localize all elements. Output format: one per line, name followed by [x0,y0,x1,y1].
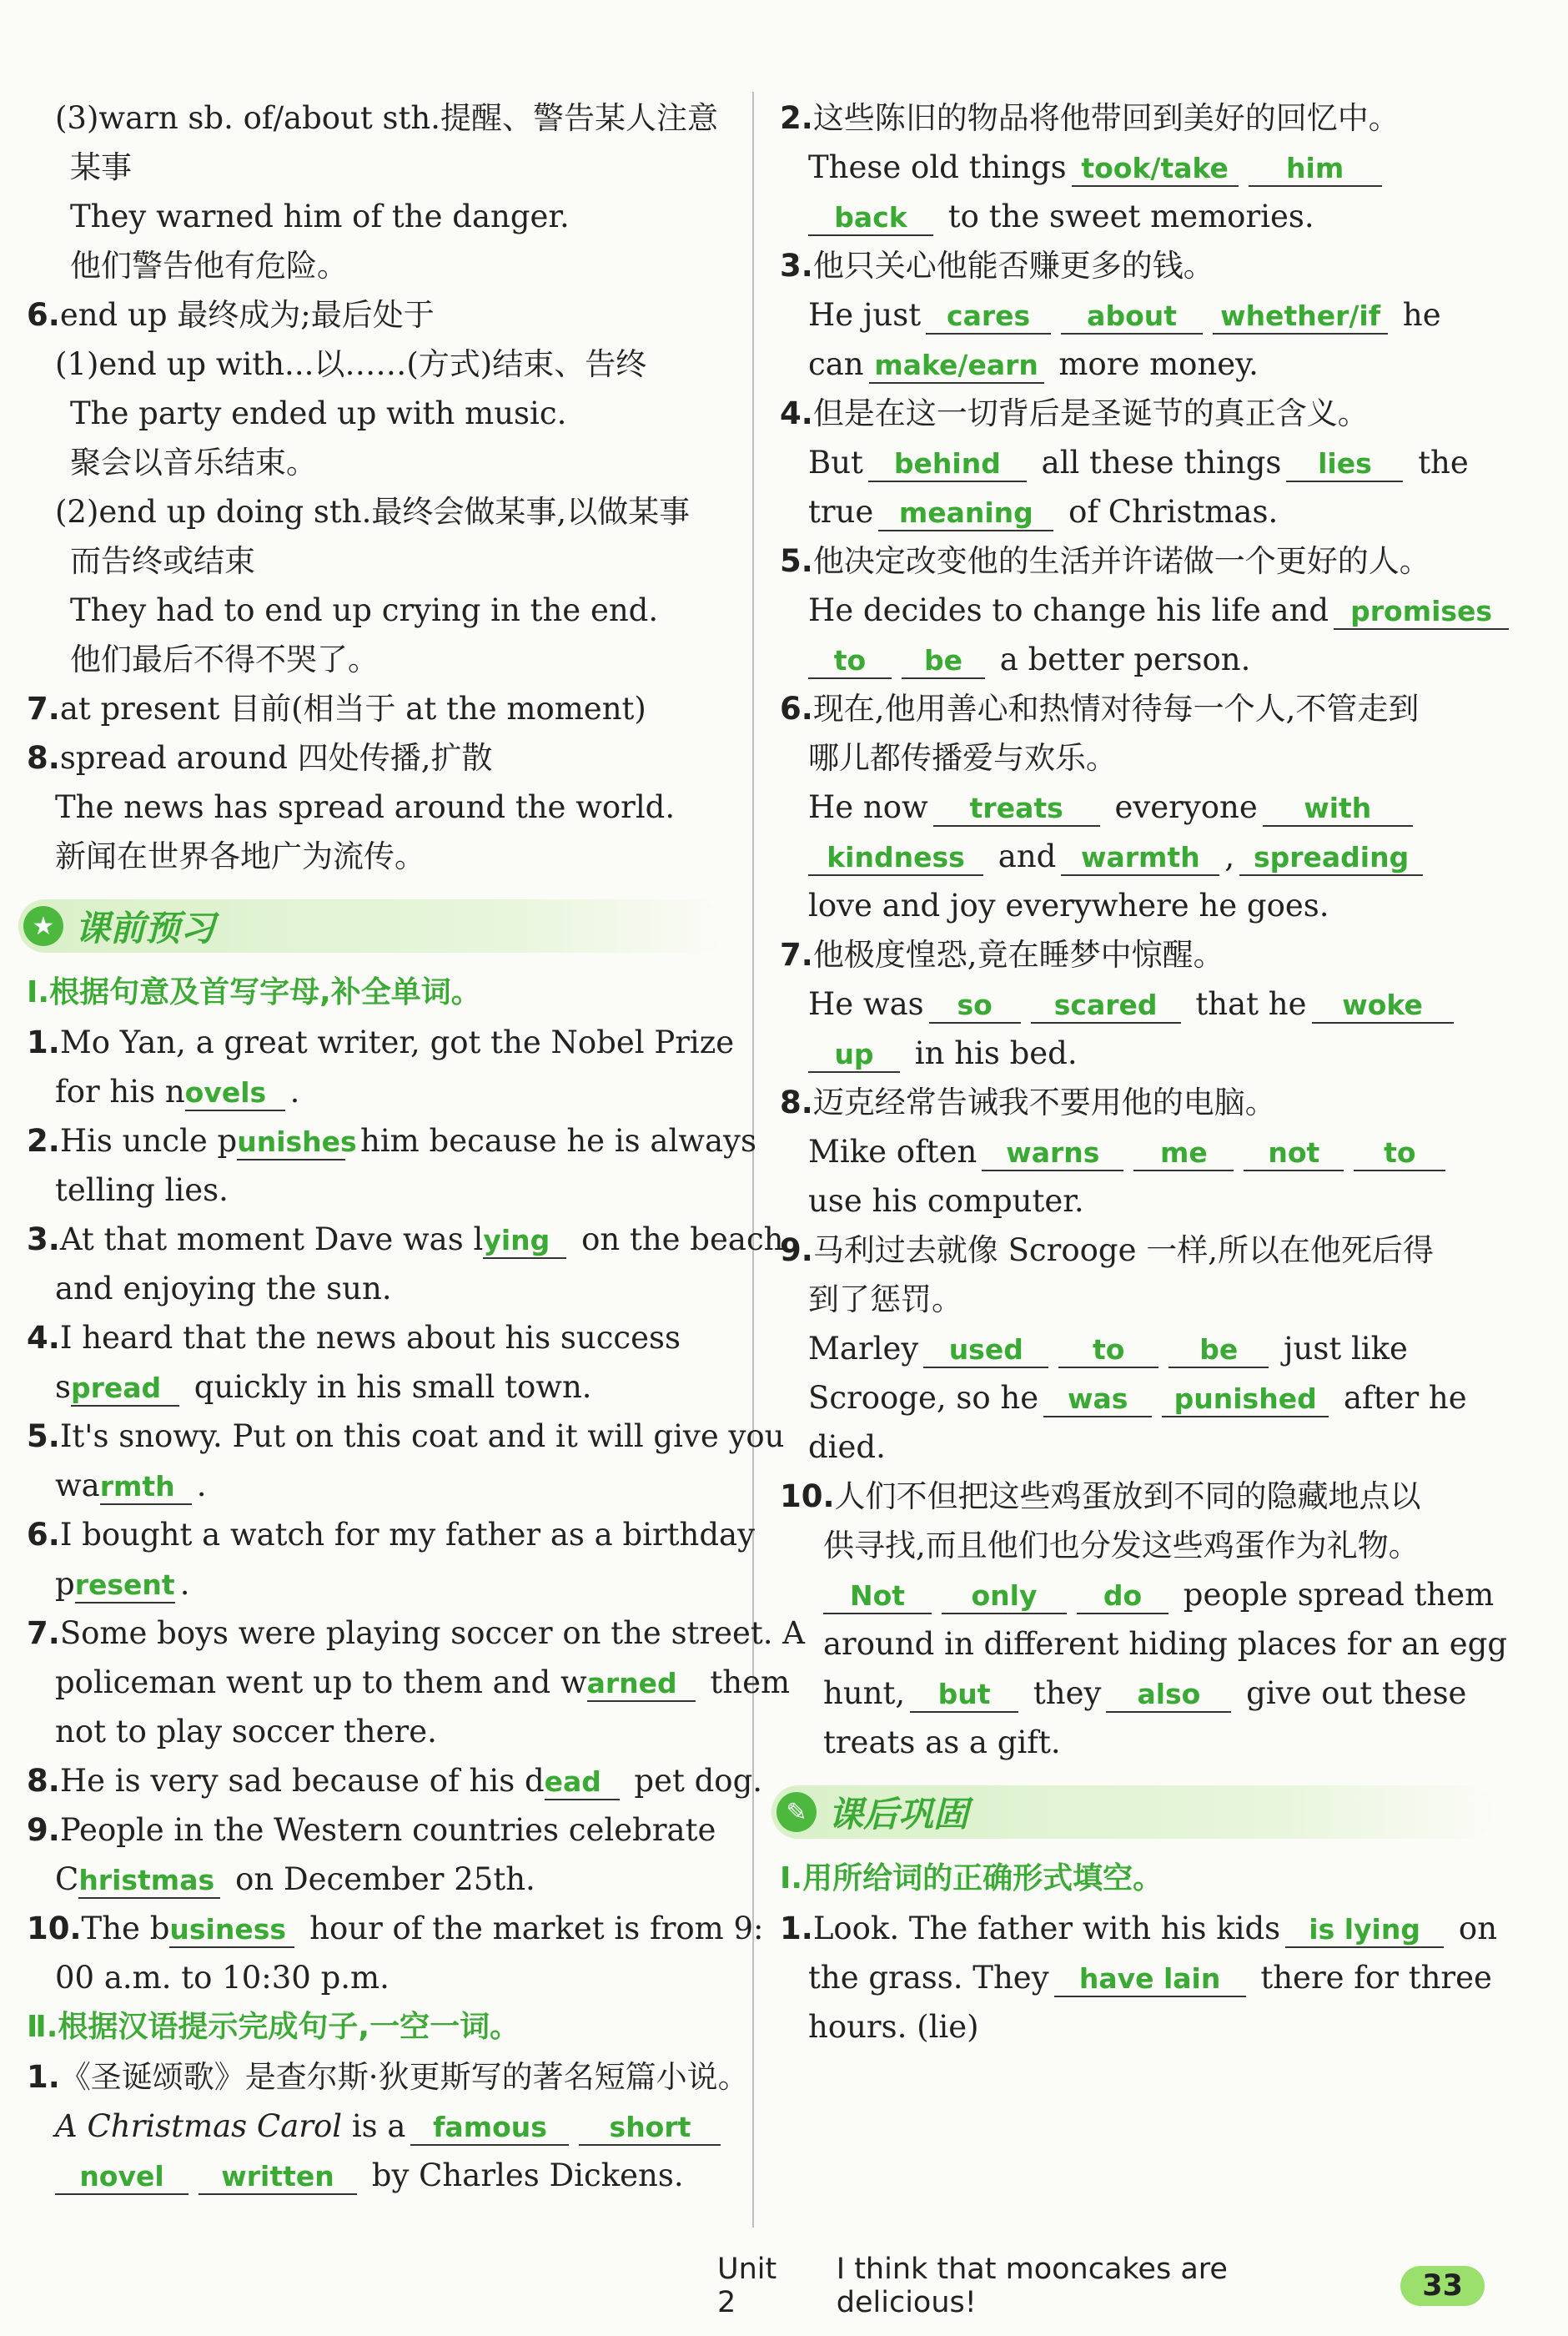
section-header-preview: ★ 课前预习 [18,899,723,953]
answer-blank[interactable]: make/earn [869,349,1044,384]
answer-blank[interactable]: was [1043,1382,1152,1417]
warn-3-example-en: They warned him of the danger. [70,199,570,234]
q8-en-2: use his computer. [808,1183,1084,1219]
q3-en: He just cares about whether/if he [808,297,1441,333]
part1-title: Ⅰ.根据句意及首写字母,补全单词。 [27,975,481,1009]
q2-cn: 2.这些陈旧的物品将他带回到美好的回忆中。 [780,100,1400,136]
c1-en-3: hours. (lie) [808,2009,979,2045]
q10-en: Not only do people spread them [780,1570,1493,1619]
answer-blank[interactable]: with [1263,792,1413,827]
answer-blank[interactable]: usiness [169,1913,294,1948]
q3-cn: 3.他只关心他能否赚更多的钱。 [780,248,1214,284]
spread-around: 8.spread around 四处传播,扩散 [27,740,493,776]
footer-unit: Unit 2 [717,2253,777,2319]
answer-blank[interactable]: be [1168,1333,1269,1368]
answer-blank[interactable]: unishes [237,1125,345,1160]
spread-en: The news has spread around the world. [55,789,676,825]
q6-cn: 6.现在,他用善心和热情对待每一个人,不管走到 [780,691,1420,727]
page-number: 33 [1400,2266,1485,2306]
p2-item-1-line2: A Christmas Carol is a famous short [27,2102,723,2151]
answer-blank[interactable]: ovels [185,1076,285,1111]
q6-en-2: kindness and warmth , spreading [780,832,1493,881]
q4-en-2: true meaning of Christmas. [808,494,1279,530]
answer-blank[interactable]: took/take [1072,152,1239,187]
item-2-line2: telling lies. [55,1172,229,1208]
q9-en-2: Scrooge, so he was punished after he [808,1380,1467,1416]
part1-title-review: Ⅰ.用所给词的正确形式填空。 [780,1861,1163,1895]
answer-blank[interactable]: me [1133,1136,1234,1171]
answer-blank[interactable]: behind [868,447,1027,482]
column-divider [752,92,754,2228]
answer-blank[interactable]: is lying [1285,1913,1444,1948]
item-10: 10.The business hour of the market is from 9: [27,1911,764,1946]
warn-3-title: (3)warn sb. of/about sth.提醒、警告某人注意 [55,100,718,136]
q10-en-2: around in different hiding places for an egg [823,1626,1508,1662]
answer-blank[interactable]: scared [1031,989,1181,1024]
left-column [27,93,806,2200]
answer-blank[interactable]: be [902,644,985,679]
item-8: 8.He is very sad because of his dead pet dog. [27,1763,763,1799]
answer-blank[interactable]: hristmas [78,1864,220,1899]
item-1-line2: for his novels . [55,1074,300,1110]
page-footer [717,2253,1485,2319]
end-up-1: (1)end up with...以……(方式)结束、告终 [55,346,647,382]
answer-blank[interactable]: arned [587,1667,696,1702]
answer-blank[interactable]: resent [75,1568,175,1603]
item-9: 9.People in the Western countries celebrate [27,1812,716,1848]
end-up-2-cn: 他们最后不得不哭了。 [70,642,379,677]
c1-en-2: the grass. They have lain there for three [808,1960,1492,1996]
q6-cn-2: 哪儿都传播爱与欢乐。 [808,740,1117,776]
item-5-line2: warmth . [55,1468,207,1503]
spread-cn: 新闻在世界各地广为流传。 [55,838,425,874]
q3-en-2: can make/earn more money. [808,346,1259,382]
item-9-line2: Christmas on December 25th. [55,1861,535,1897]
q7-en-2: up in his bed. [780,1029,1493,1078]
answer-blank[interactable]: rmth [100,1470,192,1505]
warn-3-example-cn: 他们警告他有危险。 [70,248,348,284]
item-1: 1.Mo Yan, a great writer, got the Nobel Prize [27,1025,735,1060]
item-2: 2.His uncle punishes him because he is always [27,1123,756,1159]
answer-blank[interactable]: only [942,1579,1067,1614]
answer-blank[interactable]: ead [545,1765,620,1800]
star-icon: ★ [23,906,63,946]
footer-title: I think that mooncakes are delicious! [836,2253,1228,2319]
item-4: 4.I heard that the news about his success [27,1320,681,1356]
q10-cn-2: 供寻找,而且他们也分发这些鸡蛋作为礼物。 [823,1528,1420,1563]
q5-cn: 5.他决定改变他的生活并许诺做一个更好的人。 [780,543,1430,579]
answer-blank[interactable]: lies [1286,447,1403,482]
answer-blank[interactable]: up [808,1038,900,1073]
answer-blank[interactable]: punished [1162,1382,1329,1417]
q8-en: Mike often warns me not to [780,1127,1493,1176]
answer-blank[interactable]: so [929,989,1021,1024]
answer-blank[interactable]: meaning [878,496,1053,531]
answer-blank[interactable]: back [808,201,933,236]
pencil-icon: ✎ [776,1792,817,1832]
answer-blank[interactable]: to [808,644,892,679]
answer-blank[interactable]: him [1249,152,1382,187]
item-7: 7.Some boys were playing soccer on the street. A [27,1615,806,1651]
answer-blank[interactable]: to [1354,1136,1445,1171]
answer-blank[interactable]: to [1058,1333,1158,1368]
answer-blank[interactable]: ying [483,1224,566,1259]
q10-en-3: hunt, but they also give out these [823,1675,1467,1711]
p2-item-1: 1.《圣诞颂歌》是查尔斯·狄更斯写的著名短篇小说。 [27,2059,749,2095]
answer-blank[interactable]: spreading [1239,841,1423,876]
q7-cn: 7.他极度惶恐,竟在睡梦中惊醒。 [780,937,1224,973]
answer-blank[interactable]: about [1061,300,1203,335]
end-up-heading: 6.end up 最终成为;最后处于 [27,297,435,333]
q2-en-2: back to the sweet memories. [780,192,1493,241]
q8-cn: 8.迈克经常告诫我不要用他的电脑。 [780,1085,1276,1120]
item-3: 3.At that moment Dave was lying on the beach [27,1221,784,1257]
answer-blank[interactable]: cares [926,300,1051,335]
answer-blank[interactable]: also [1106,1678,1231,1713]
answer-blank[interactable]: but [910,1678,1018,1713]
p2-item-1-line3: novel written by Charles Dickens. [27,2151,723,2200]
answer-blank[interactable]: novel [55,2160,188,2195]
answer-blank[interactable]: have lain [1054,1962,1246,1997]
answer-blank[interactable]: kindness [808,841,983,876]
end-up-2b: 而告终或结束 [70,543,255,579]
answer-blank[interactable]: do [1077,1579,1168,1614]
warn-3-title2: 某事 [70,149,132,185]
q5-en-2: to be a better person. [780,635,1493,684]
item-10-line2: 00 a.m. to 10:30 p.m. [55,1960,389,1996]
answer-blank[interactable]: pread [71,1372,179,1407]
c1-en: 1.Look. The father with his kids is lying on [780,1911,1498,1946]
answer-blank[interactable]: short [579,2111,721,2146]
right-column [780,93,1508,2052]
item-4-line2: spread quickly in his small town. [55,1369,592,1405]
q9-en-3: died. [808,1429,886,1465]
at-present: 7.at present 目前(相当于 at the moment) [27,691,646,727]
q2-en: These old things took/take him [780,143,1493,192]
answer-blank[interactable]: woke [1312,989,1454,1024]
item-5: 5.It's snowy. Put on this coat and it will give you [27,1418,785,1454]
answer-blank[interactable]: Not [823,1579,932,1614]
q9-cn-2: 到了惩罚。 [808,1281,962,1317]
answer-blank[interactable]: famous [410,2111,569,2146]
end-up-1-en: The party ended up with music. [70,395,567,431]
q4-cn: 4.但是在这一切背后是圣诞节的真正含义。 [780,395,1369,431]
q6-en: He now treats everyone with [780,783,1493,832]
q10-cn: 10.人们不但把这些鸡蛋放到不同的隐藏地点以 [780,1478,1421,1514]
part2-title: Ⅱ.根据汉语提示完成句子,一空一词。 [27,2010,520,2044]
item-7-line2: policeman went up to them and warned them [55,1664,791,1700]
answer-blank[interactable]: treats [933,792,1100,827]
end-up-2: (2)end up doing sth.最终会做某事,以做某事 [55,494,691,530]
answer-blank[interactable]: written [199,2160,357,2195]
q6-en-3: love and joy everywhere he goes. [808,888,1329,924]
answer-blank[interactable]: whether/if [1213,300,1388,335]
item-6: 6.I bought a watch for my father as a birthday [27,1517,755,1553]
item-3-line2: and enjoying the sun. [55,1271,392,1306]
answer-blank[interactable]: used [923,1333,1048,1368]
answer-blank[interactable]: warns [982,1136,1123,1171]
item-7-line3: not to play soccer there. [55,1714,437,1749]
q10-en-4: treats as a gift. [823,1724,1061,1760]
item-6-line2: present . [55,1566,190,1602]
end-up-2-en: They had to end up crying in the end. [70,592,659,628]
q7-en: He was so scared that he woke [780,979,1493,1029]
q5-en: He decides to change his life and promises [780,586,1493,635]
q9-en: Marley used to be just like [808,1331,1408,1367]
answer-blank[interactable]: warmth [1061,841,1219,876]
answer-blank[interactable]: promises [1334,595,1509,630]
section-header-review: ✎ 课后巩固 [771,1785,1493,1839]
end-up-1-cn: 聚会以音乐结束。 [70,445,317,481]
q9-cn: 9.马利过去就像 Scrooge 一样,所以在他死后得 [780,1232,1434,1268]
answer-blank[interactable]: not [1244,1136,1344,1171]
q4-en: But behind all these things lies the [808,445,1469,481]
